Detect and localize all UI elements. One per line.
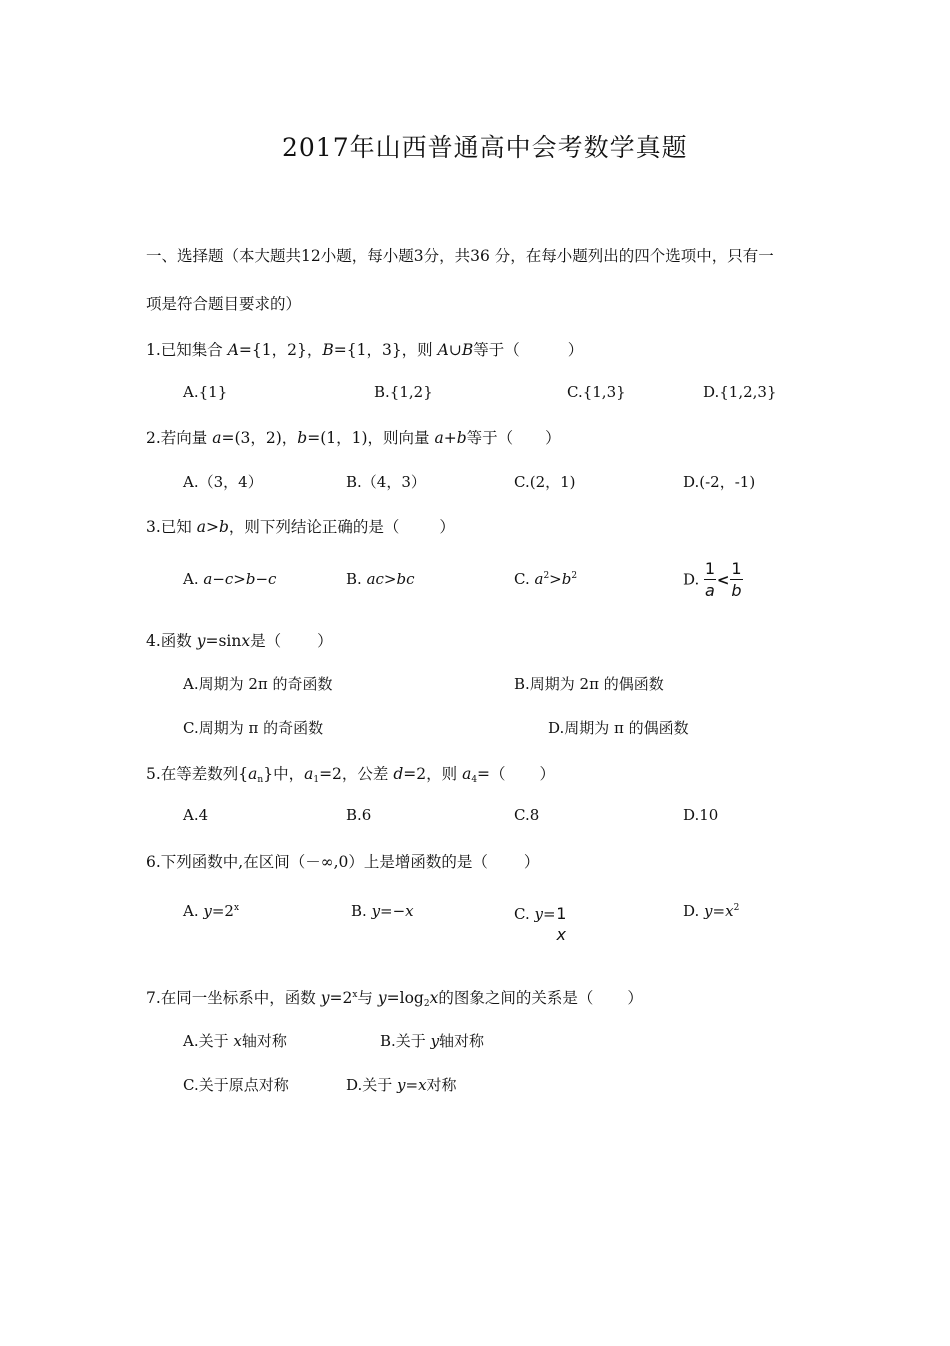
option-var: y <box>430 1032 440 1050</box>
q3-var: a <box>196 518 206 536</box>
option-var: y <box>534 905 543 923</box>
q3-paren: ） <box>439 518 455 536</box>
section-header-continued: 项是符合题目要求的） <box>146 295 302 313</box>
section-header: 一、选择题（本大题共12小题，每小题3分，共36 分，在每小题列出的四个选项中，只有一 <box>146 247 774 265</box>
q5-option-b: B.6 <box>346 806 372 824</box>
fraction-denominator: x <box>556 925 567 944</box>
q5-text: }中， <box>263 765 305 783</box>
q3-option-b <box>346 570 414 588</box>
option-expression: a−c>b−c <box>203 570 277 588</box>
q3-var: b <box>218 518 229 536</box>
q1-operator: ∪ <box>448 341 462 359</box>
q5-option-a: A.4 <box>183 806 209 824</box>
q5-var: a <box>304 765 314 783</box>
q4-option-d: D.周期为 π 的偶函数 <box>548 719 689 737</box>
q2-text: 2.若向量 <box>146 429 213 447</box>
option-label: B.关于 <box>380 1032 431 1050</box>
option-text: 轴对称 <box>241 1032 287 1050</box>
option-label: A. <box>183 902 204 920</box>
option-text: = <box>712 902 726 920</box>
q1-text: 等于（ <box>473 341 520 359</box>
q7-subscript: 2 <box>423 999 430 1009</box>
option-exponent: 2 <box>733 903 740 913</box>
option-expression: ac>bc <box>366 570 415 588</box>
q4-option-c: C.周期为 π 的奇函数 <box>183 719 324 737</box>
question-7 <box>146 986 643 1009</box>
q5-text: 5.在等差数列{ <box>146 765 249 783</box>
q6-option-a <box>183 902 239 920</box>
q3-text: 3.已知 <box>146 518 197 536</box>
option-text: =2 <box>211 902 234 920</box>
question-5 <box>146 762 555 785</box>
option-label: D.关于 <box>346 1076 398 1094</box>
q3-option-a <box>183 570 276 588</box>
fraction-denominator: b <box>731 581 742 600</box>
q5-var: a <box>248 765 258 783</box>
option-exponent: x <box>233 903 240 913</box>
option-var: b <box>561 570 572 588</box>
q7-text: =log <box>386 989 424 1007</box>
q3-option-c <box>514 570 577 588</box>
q5-text: =2，公差 <box>319 765 394 783</box>
question-1 <box>146 338 583 360</box>
q5-text: =2，则 <box>403 765 463 783</box>
q7-exponent: x <box>352 990 358 1000</box>
option-operator: > <box>549 570 562 588</box>
option-label: B. <box>351 902 372 920</box>
q5-subscript: 1 <box>313 775 320 785</box>
q5-paren: ） <box>539 765 556 783</box>
q5-option-d: D.10 <box>683 806 719 824</box>
q5-option-c: C.8 <box>514 806 540 824</box>
fraction <box>556 903 567 945</box>
q1-paren: ） <box>567 341 584 359</box>
q5-text: =（ <box>477 765 506 783</box>
fraction <box>704 558 716 601</box>
fraction-numerator: 1 <box>731 559 742 578</box>
q2-var: b <box>297 429 308 447</box>
q7-option-d <box>346 1074 457 1095</box>
option-label: A.关于 <box>183 1032 234 1050</box>
q7-option-a <box>183 1030 287 1051</box>
q1-var: B <box>322 341 334 359</box>
q1-var: A <box>227 341 239 359</box>
q2-option-a: A.（3，4） <box>183 473 263 491</box>
q1-text: ={1，3}，则 <box>333 341 438 359</box>
q2-operator: + <box>443 429 457 447</box>
question-4 <box>146 629 333 651</box>
q5-var: a <box>462 765 472 783</box>
fraction <box>730 558 742 601</box>
q6-option-c <box>514 893 567 944</box>
option-exponent: 2 <box>571 571 578 581</box>
q2-var: b <box>456 429 467 447</box>
q4-option-b: B.周期为 2π 的偶函数 <box>514 675 664 693</box>
question-6 <box>146 850 539 872</box>
q7-var: x <box>429 989 439 1007</box>
q2-var: a <box>434 429 444 447</box>
q7-var: y <box>377 989 387 1007</box>
q4-var: x <box>241 632 251 650</box>
q3-operator: > <box>205 518 219 536</box>
option-label: A. <box>183 570 204 588</box>
question-2 <box>146 426 561 448</box>
q2-option-c: C.(2，1) <box>514 473 576 491</box>
page-title: 2017年山西普通高中会考数学真题 <box>282 133 688 162</box>
q1-text: ={1，2}， <box>238 341 323 359</box>
option-text: 轴对称 <box>439 1032 485 1050</box>
option-label: D. <box>683 902 705 920</box>
q4-text: =sin <box>205 632 242 650</box>
option-text: = <box>542 905 556 923</box>
q4-text: 4.函数 <box>146 632 197 650</box>
option-exponent: 2 <box>543 571 550 581</box>
q6-option-b <box>351 902 414 920</box>
q3-text: ，则下列结论正确的是（ <box>228 518 400 536</box>
q7-text: 的图象之间的关系是（ <box>438 989 594 1007</box>
q3-option-d <box>683 558 743 601</box>
option-var: x <box>725 902 734 920</box>
q7-text: 与 <box>357 989 378 1007</box>
q7-option-c: C.关于原点对称 <box>183 1076 289 1094</box>
q2-option-b: B.（4，3） <box>346 473 426 491</box>
q4-text: 是（ <box>250 632 282 650</box>
fraction-numerator: 1 <box>556 904 567 923</box>
option-operator: < <box>716 570 730 589</box>
q7-text: =2 <box>329 989 353 1007</box>
q4-option-a: A.周期为 2π 的奇函数 <box>183 675 333 693</box>
q6-option-d <box>683 902 739 920</box>
question-3 <box>146 515 455 537</box>
option-var: a <box>534 570 544 588</box>
option-var: y=x <box>397 1076 427 1094</box>
q1-option-c: C.{1,3} <box>567 383 626 401</box>
option-label: B. <box>346 570 367 588</box>
q5-var: d <box>393 765 404 783</box>
q1-option-b: B.{1,2} <box>374 383 433 401</box>
q1-var: B <box>461 341 474 359</box>
option-var: y <box>704 902 713 920</box>
fraction-numerator: 1 <box>704 559 716 578</box>
fraction-denominator: a <box>705 581 715 600</box>
option-var: x <box>233 1032 242 1050</box>
q2-paren: ） <box>545 429 561 447</box>
q5-subscript: 4 <box>471 775 478 785</box>
q7-text: 7.在同一坐标系中，函数 <box>146 989 321 1007</box>
q2-option-d: D.(-2，-1) <box>683 473 756 491</box>
q7-option-b <box>380 1030 484 1051</box>
q4-paren: ） <box>317 632 333 650</box>
q1-option-d: D.{1,2,3} <box>703 383 777 401</box>
q2-text: =(3，2)， <box>221 429 298 447</box>
q1-option-a: A.{1} <box>183 383 228 401</box>
q2-text: =(1，1)，则向量 <box>307 429 435 447</box>
q1-text: 1.已知集合 <box>146 341 228 359</box>
q2-text: 等于（ <box>466 429 514 447</box>
option-expression: y=−x <box>371 902 414 920</box>
q6-text: 6.下列函数中,在区间（－∞,0）上是增函数的是（ <box>146 853 488 871</box>
q4-var: y <box>196 632 206 650</box>
q2-var: a <box>212 429 222 447</box>
option-text: 对称 <box>426 1076 457 1094</box>
option-label: D. <box>683 570 705 589</box>
option-label: C. <box>514 905 535 923</box>
q7-paren: ） <box>627 989 643 1007</box>
option-label: C. <box>514 570 535 588</box>
option-var: y <box>203 902 212 920</box>
q6-paren: ） <box>523 853 540 871</box>
q1-var: A <box>437 341 449 359</box>
q7-var: y <box>320 989 330 1007</box>
q5-subscript: n <box>257 775 264 785</box>
